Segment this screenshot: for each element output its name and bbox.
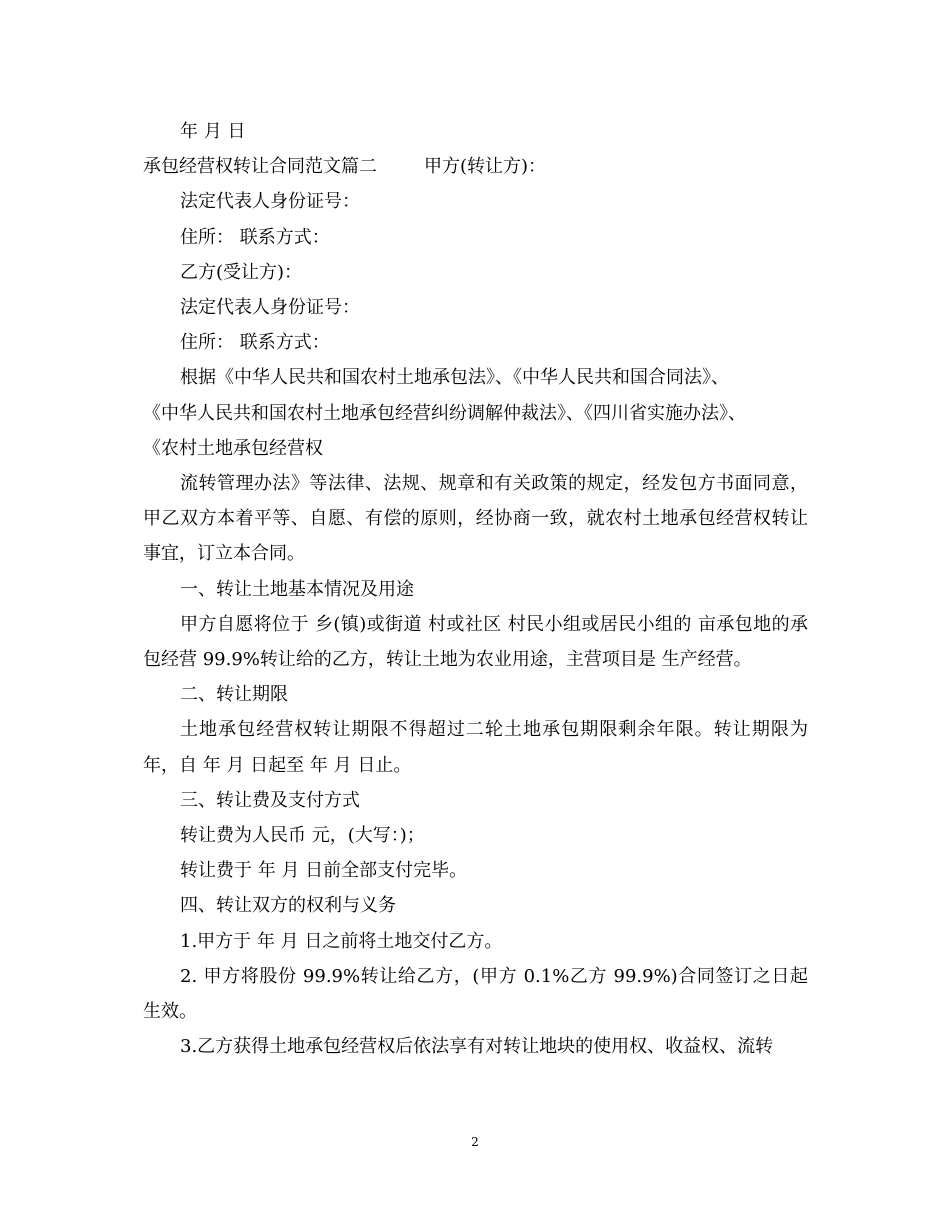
paragraph: 2. 甲方将股份 99.9%转让给乙方，(甲方 0.1%乙方 99.9%)合同签订之日起生效。 — [143, 965, 808, 1023]
paragraph: 一、转让土地基本情况及用途 — [180, 578, 414, 600]
document-body — [143, 114, 808, 1064]
party-a-label: 甲方(转让方)： — [424, 156, 547, 178]
paragraph: 四、转让双方的权利与义务 — [180, 895, 396, 917]
paragraph: 二、转让期限 — [180, 684, 288, 706]
paragraph: 法定代表人身份证号： — [180, 297, 360, 319]
paragraph: 土地承包经营权转让期限不得超过二轮土地承包期限剩余年限。转让期限为年，自 年 月 日起至 年 月 日止。 — [143, 719, 808, 776]
paragraph: 转让费于 年 月 日前全部支付完毕。 — [180, 860, 468, 882]
paragraph: 甲方自愿将位于 乡(镇)或街道 村或社区 村民小组或居民小组的 亩承包地的承包经营 99.9%转让给的乙方，转让土地为农业用途，主营项目是 生产经营。 — [143, 613, 808, 671]
document-title: 承包经营权转让合同范文篇二 — [143, 156, 377, 178]
date-line: 年 月 日 — [180, 121, 246, 142]
paragraph: 《农村土地承包经营权 — [143, 437, 323, 459]
paragraph: 3.乙方获得土地承包经营权后依法享有对转让地块的使用权、收益权、流转 — [180, 1036, 774, 1058]
paragraph: 流转管理办法》等法律、法规、规章和有关政策的规定，经发包方书面同意，甲乙双方本着平等、自愿、有偿的原则，经协商一致，就农村土地承包经营权转让事宜，订立本合同。 — [143, 473, 808, 565]
paragraph: 《中华人民共和国农村土地承包经营纠纷调解仲裁法》、《四川省实施办法》、 — [143, 402, 746, 424]
paragraph: 住所： 联系方式： — [180, 226, 330, 248]
paragraph: 1.甲方于 年 月 日之前将土地交付乙方。 — [180, 930, 503, 952]
paragraph-list — [143, 184, 808, 1064]
page-number: 2 — [471, 1135, 479, 1149]
paragraph: 三、转让费及支付方式 — [180, 789, 360, 811]
title-line — [143, 149, 808, 184]
paragraph: 乙方(受让方)： — [180, 261, 303, 283]
paragraph: 住所： 联系方式： — [180, 332, 330, 354]
paragraph: 转让费为人民币 元，(大写：)； — [180, 825, 425, 847]
paragraph: 法定代表人身份证号： — [180, 191, 360, 213]
paragraph: 根据《中华人民共和国农村土地承包法》、《中华人民共和国合同法》、 — [180, 367, 729, 389]
